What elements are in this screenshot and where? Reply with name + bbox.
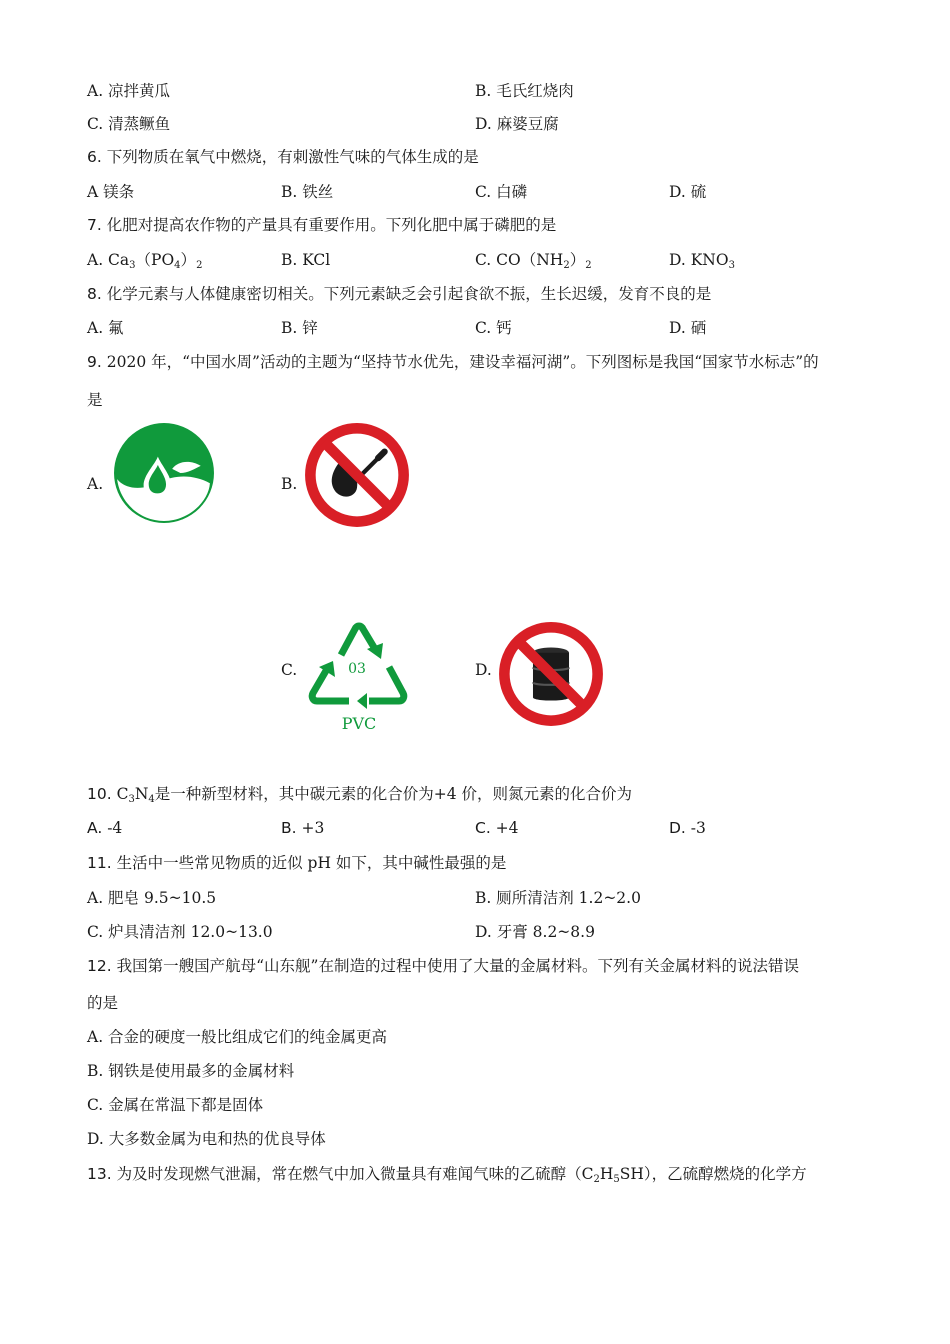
q8-option-a: A. 氟 [87,319,124,337]
q7-option-a: A. $Ca_3(PO_4)_2$ [87,251,203,271]
q11-option-d: D. 牙膏 8.2~8.9 [475,923,595,941]
recycle-pvc-icon [305,609,413,735]
q9-label-b: B. [281,475,298,493]
q10-stem-line: 10. $C_3N_4$是一种新型材料，其中碳元素的化合价为+4 价，则氮元素的化合价为 [87,785,633,805]
q11-option-a: A. 肥皂 9.5~10.5 [87,889,217,907]
q8-option-b: B. 锌 [281,319,318,337]
q11-stem-line [87,853,506,873]
q12-option-b: B. 钢铁是使用最多的金属材料 [87,1062,295,1080]
q12-stem-1: 我国第一艘国产航母“山东舰”在制造的过程中使用了大量的金属材料。下列有关金属材料的说法错误 [116,957,799,975]
q12-option-c: C. 金属在常温下都是固体 [87,1096,264,1114]
q11-option-b: B. 厕所清洁剂 1.2~2.0 [475,889,641,907]
q12-stem-line [87,956,799,976]
q13-stem-line: 13. 为及时发现燃气泄漏，常在燃气中加入微量具有难闻气味的乙硫醇$(C_2H_5SH)$，乙硫醇燃烧的化学方 [87,1165,807,1185]
q9-stem-2: 是 [87,391,103,409]
q12-number: 12. [87,957,112,975]
q5-option-c: C. 清蒸鳜鱼 [87,115,171,133]
q6-stem: 下列物质在氧气中燃烧，有刺激性气味的气体生成的是 [106,148,479,166]
q6-option-a: A 镁条 [87,183,135,201]
q9-stem-1: 2020 年，“中国水周”活动的主题为“坚持节水优先，建设幸福河湖”。下列图标是我国“国家节水标志”的 [106,353,819,371]
q8-stem-line [87,284,711,304]
q9-stem-line [87,352,819,372]
q10-option-a: A. -4 [87,819,123,837]
q8-option-c: C. 钙 [475,319,512,337]
q5-option-d: D. 麻婆豆腐 [475,115,559,133]
q8-stem: 化学元素与人体健康密切相关。下列元素缺乏会引起食欲不振，生长迟缓，发育不良的是 [106,285,712,303]
q7-stem: 化肥对提高农作物的产量具有重要作用。下列化肥中属于磷肥的是 [106,216,557,234]
no-oil-barrel-sign-icon [498,621,604,727]
recycle-text: PVC [341,714,377,733]
q13-number: 13. [87,1165,112,1183]
no-fire-sign-icon [304,422,410,528]
q7-number: 7. [87,216,102,234]
q5-option-a: A. 凉拌黄瓜 [87,82,171,100]
q10-option-b: B. +3 [281,819,325,837]
q6-stem-line [87,147,479,167]
q6-number: 6. [87,148,102,166]
q6-option-c: C. 白磷 [475,183,528,201]
q5-option-b: B. 毛氏红烧肉 [475,82,574,100]
q7-option-d: D. $KNO_3$ [669,251,735,271]
q10-option-c: C. +4 [475,819,519,837]
q8-option-d: D. 硒 [669,319,707,337]
q9-number: 9. [87,353,102,371]
q10-option-d: D. -3 [669,819,706,837]
q7-stem-line [87,215,556,235]
q7-option-c: C. $CO(NH_2)_2$ [475,251,592,271]
water-saving-logo-icon [113,422,215,524]
q12-stem-2: 的是 [87,994,119,1012]
q12-option-d: D. 大多数金属为电和热的优良导体 [87,1130,326,1148]
q7-option-b: B. KCl [281,251,331,269]
q11-number: 11. [87,854,112,872]
q12-option-a: A. 合金的硬度一般比组成它们的纯金属更高 [87,1028,388,1046]
q6-option-d: D. 硫 [669,183,707,201]
q11-option-c: C. 炉具清洁剂 12.0~13.0 [87,923,273,941]
recycle-code: 03 [348,661,366,677]
q9-label-a: A. [87,475,104,493]
q9-label-c: C. [281,661,298,679]
q8-number: 8. [87,285,102,303]
q9-label-d: D. [475,661,492,679]
q11-stem: 生活中一些常见物质的近似 pH 如下，其中碱性最强的是 [116,854,507,872]
q6-option-b: B. 铁丝 [281,183,334,201]
q10-number: 10. [87,785,112,803]
